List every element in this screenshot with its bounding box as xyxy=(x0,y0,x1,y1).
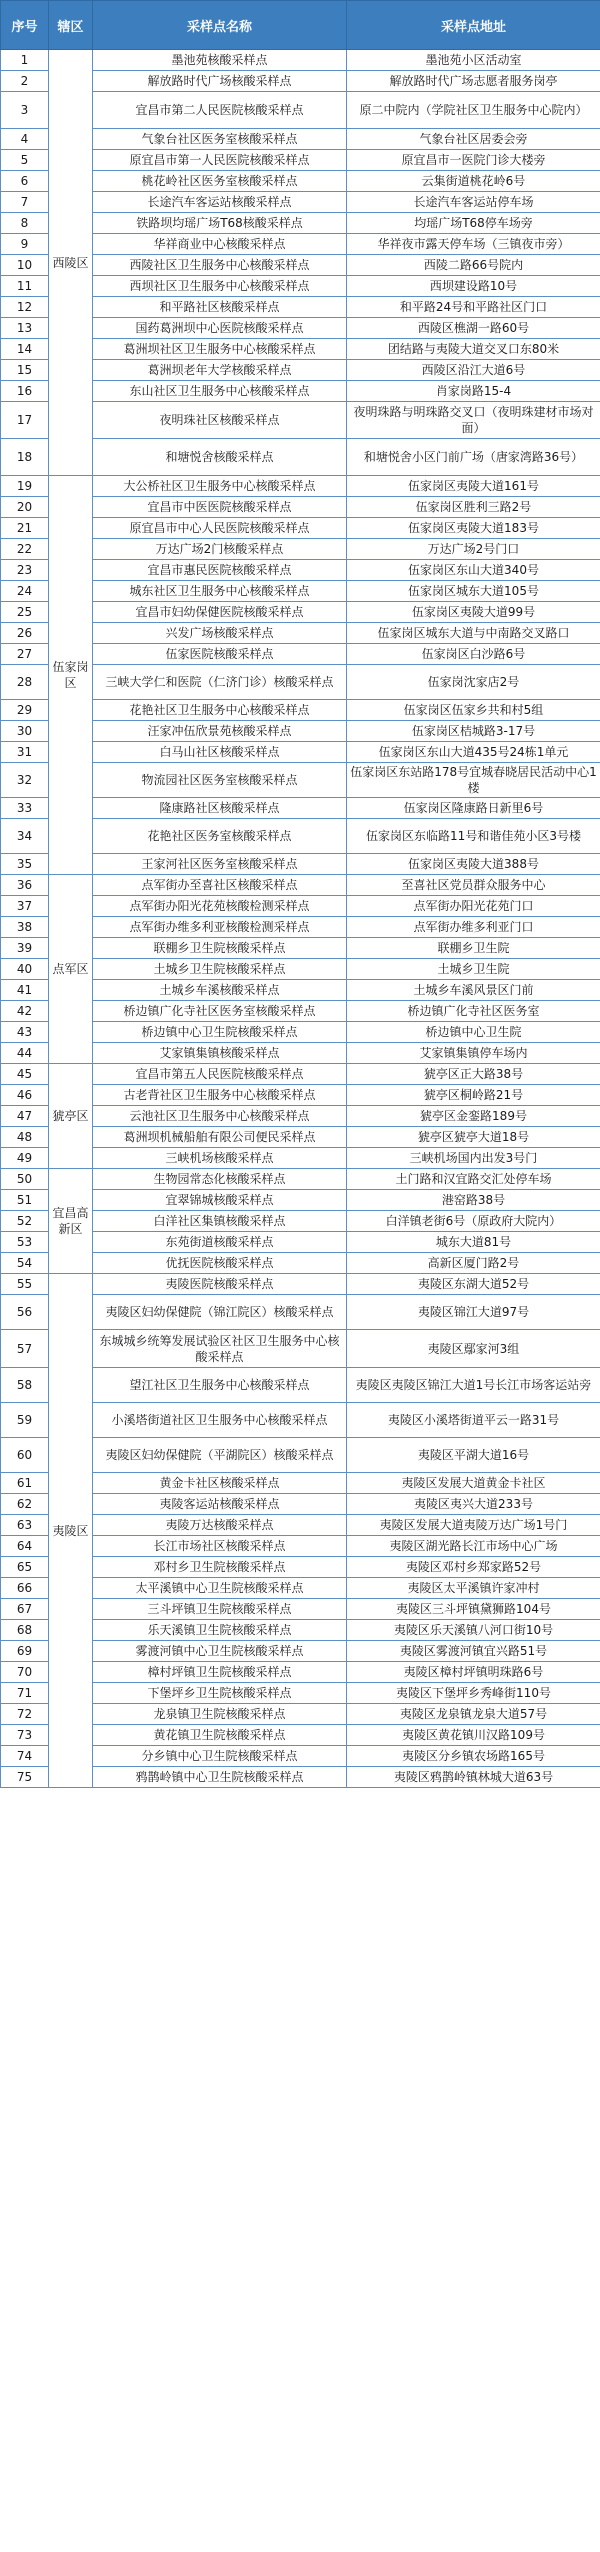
cell-site-address: 云集街道桃花岭6号 xyxy=(347,171,600,192)
cell-no: 31 xyxy=(1,742,49,763)
cell-site-address: 猇亭区猇亭大道18号 xyxy=(347,1127,600,1148)
cell-no: 28 xyxy=(1,665,49,700)
cell-site-name: 夷陵区妇幼保健院（锦江院区）核酸采样点 xyxy=(93,1295,347,1330)
cell-no: 36 xyxy=(1,875,49,896)
cell-site-name: 宜昌市第二人民医院核酸采样点 xyxy=(93,92,347,129)
cell-site-address: 港窑路38号 xyxy=(347,1190,600,1211)
header-no: 序号 xyxy=(1,1,49,50)
header-name: 采样点名称 xyxy=(93,1,347,50)
cell-site-address: 伍家岗区东站路178号宜城春晓居民活动中心1楼 xyxy=(347,763,600,798)
cell-site-name: 云池社区卫生服务中心核酸采样点 xyxy=(93,1106,347,1127)
cell-no: 43 xyxy=(1,1022,49,1043)
cell-site-address: 夷陵区发展大道夷陵万达广场1号门 xyxy=(347,1515,600,1536)
cell-no: 46 xyxy=(1,1085,49,1106)
cell-site-address: 夷陵区锦江大道97号 xyxy=(347,1295,600,1330)
cell-site-address: 艾家镇集镇停车场内 xyxy=(347,1043,600,1064)
cell-site-name: 城东社区卫生服务中心核酸采样点 xyxy=(93,581,347,602)
cell-site-name: 宜昌市妇幼保健医院核酸采样点 xyxy=(93,602,347,623)
cell-site-address: 和塘悦舍小区门前广场（唐家湾路36号） xyxy=(347,439,600,476)
cell-site-name: 夷陵区妇幼保健院（平湖院区）核酸采样点 xyxy=(93,1438,347,1473)
cell-site-address: 夷陵区太平溪镇许家冲村 xyxy=(347,1578,600,1599)
cell-site-address: 华祥夜市露天停车场（三镇夜市旁） xyxy=(347,234,600,255)
cell-site-name: 西坝社区卫生服务中心核酸采样点 xyxy=(93,276,347,297)
header-district: 辖区 xyxy=(49,1,93,50)
cell-site-name: 雾渡河镇中心卫生院核酸采样点 xyxy=(93,1641,347,1662)
cell-site-name: 夜明珠社区核酸采样点 xyxy=(93,402,347,439)
cell-no: 19 xyxy=(1,476,49,497)
cell-no: 67 xyxy=(1,1599,49,1620)
cell-site-name: 龙泉镇卫生院核酸采样点 xyxy=(93,1704,347,1725)
cell-no: 52 xyxy=(1,1211,49,1232)
cell-site-address: 夷陵区黄花镇川汉路109号 xyxy=(347,1725,600,1746)
cell-site-address: 伍家岗沈家店2号 xyxy=(347,665,600,700)
cell-site-address: 伍家岗区夷陵大道183号 xyxy=(347,518,600,539)
cell-no: 8 xyxy=(1,213,49,234)
cell-site-address: 伍家岗区夷陵大道99号 xyxy=(347,602,600,623)
table-row xyxy=(1,1274,600,1295)
cell-no: 26 xyxy=(1,623,49,644)
cell-no: 14 xyxy=(1,339,49,360)
cell-site-address: 夷陵区东湖大道52号 xyxy=(347,1274,600,1295)
cell-site-name: 土城乡车溪核酸采样点 xyxy=(93,980,347,1001)
cell-no: 20 xyxy=(1,497,49,518)
cell-site-name: 生物园常态化核酸采样点 xyxy=(93,1169,347,1190)
cell-site-address: 万达广场2号门口 xyxy=(347,539,600,560)
cell-site-address: 气象台社区居委会旁 xyxy=(347,129,600,150)
header-address: 采样点地址 xyxy=(347,1,600,50)
cell-no: 39 xyxy=(1,938,49,959)
cell-site-address: 夷陵区邓村乡郑家路52号 xyxy=(347,1557,600,1578)
cell-site-address: 夷陵区乐天溪镇八河口街10号 xyxy=(347,1620,600,1641)
cell-site-name: 黄花镇卫生院核酸采样点 xyxy=(93,1725,347,1746)
cell-site-address: 和平路24号和平路社区门口 xyxy=(347,297,600,318)
cell-site-name: 古老背社区卫生服务中心核酸采样点 xyxy=(93,1085,347,1106)
cell-site-name: 原宜昌市第一人民医院核酸采样点 xyxy=(93,150,347,171)
cell-site-name: 花艳社区医务室核酸采样点 xyxy=(93,819,347,854)
cell-no: 17 xyxy=(1,402,49,439)
cell-site-name: 夷陵医院核酸采样点 xyxy=(93,1274,347,1295)
cell-site-address: 伍家岗区夷陵大道161号 xyxy=(347,476,600,497)
cell-site-name: 艾家镇集镇核酸采样点 xyxy=(93,1043,347,1064)
cell-site-name: 汪家冲伍欣景苑核酸采样点 xyxy=(93,721,347,742)
cell-site-name: 东城城乡统筹发展试验区社区卫生服务中心核酸采样点 xyxy=(93,1330,347,1368)
cell-site-name: 铁路坝均瑶广场T68核酸采样点 xyxy=(93,213,347,234)
cell-site-name: 太平溪镇中心卫生院核酸采样点 xyxy=(93,1578,347,1599)
cell-site-name: 解放路时代广场核酸采样点 xyxy=(93,71,347,92)
cell-site-name: 兴发广场核酸采样点 xyxy=(93,623,347,644)
cell-site-address: 原二中院内（学院社区卫生服务中心院内） xyxy=(347,92,600,129)
cell-no: 50 xyxy=(1,1169,49,1190)
cell-site-name: 国药葛洲坝中心医院核酸采样点 xyxy=(93,318,347,339)
cell-no: 66 xyxy=(1,1578,49,1599)
cell-site-address: 城东大道81号 xyxy=(347,1232,600,1253)
cell-site-address: 土门路和汉宜路交汇处停车场 xyxy=(347,1169,600,1190)
cell-site-name: 白洋社区集镇核酸采样点 xyxy=(93,1211,347,1232)
cell-site-name: 王家河社区医务室核酸采样点 xyxy=(93,854,347,875)
cell-site-name: 望江社区卫生服务中心核酸采样点 xyxy=(93,1368,347,1403)
cell-site-address: 夷陵区夷陵区锦江大道1号长江市场客运站旁 xyxy=(347,1368,600,1403)
cell-no: 60 xyxy=(1,1438,49,1473)
cell-district: 伍家岗区 xyxy=(49,476,93,875)
cell-site-name: 优抚医院核酸采样点 xyxy=(93,1253,347,1274)
cell-site-address: 伍家岗区隆康路日新里6号 xyxy=(347,798,600,819)
cell-site-address: 伍家岗区城东大道105号 xyxy=(347,581,600,602)
cell-site-address: 伍家岗区城东大道与中南路交叉路口 xyxy=(347,623,600,644)
cell-no: 61 xyxy=(1,1473,49,1494)
cell-site-name: 土城乡卫生院核酸采样点 xyxy=(93,959,347,980)
cell-site-address: 伍家岗区桔城路3-17号 xyxy=(347,721,600,742)
cell-no: 44 xyxy=(1,1043,49,1064)
cell-site-name: 乐天溪镇卫生院核酸采样点 xyxy=(93,1620,347,1641)
cell-no: 30 xyxy=(1,721,49,742)
cell-site-address: 西陵区沿江大道6号 xyxy=(347,360,600,381)
cell-no: 33 xyxy=(1,798,49,819)
cell-site-name: 花艳社区卫生服务中心核酸采样点 xyxy=(93,700,347,721)
cell-no: 40 xyxy=(1,959,49,980)
cell-site-address: 伍家岗区夷陵大道388号 xyxy=(347,854,600,875)
cell-no: 12 xyxy=(1,297,49,318)
cell-no: 75 xyxy=(1,1767,49,1788)
cell-site-name: 东山社区卫生服务中心核酸采样点 xyxy=(93,381,347,402)
cell-no: 69 xyxy=(1,1641,49,1662)
cell-no: 47 xyxy=(1,1106,49,1127)
cell-site-name: 华祥商业中心核酸采样点 xyxy=(93,234,347,255)
cell-site-name: 物流园社区医务室核酸采样点 xyxy=(93,763,347,798)
cell-site-name: 墨池苑核酸采样点 xyxy=(93,50,347,71)
table-body xyxy=(1,50,600,1788)
cell-no: 25 xyxy=(1,602,49,623)
cell-site-name: 黄金卡社区核酸采样点 xyxy=(93,1473,347,1494)
cell-site-name: 宜翠锦城核酸采样点 xyxy=(93,1190,347,1211)
cell-site-address: 土城乡卫生院 xyxy=(347,959,600,980)
cell-site-name: 万达广场2门核酸采样点 xyxy=(93,539,347,560)
cell-no: 38 xyxy=(1,917,49,938)
cell-no: 23 xyxy=(1,560,49,581)
cell-site-address: 均瑶广场T68停车场旁 xyxy=(347,213,600,234)
cell-no: 4 xyxy=(1,129,49,150)
cell-site-name: 长途汽车客运站核酸采样点 xyxy=(93,192,347,213)
cell-no: 32 xyxy=(1,763,49,798)
cell-no: 1 xyxy=(1,50,49,71)
cell-site-address: 夷陵区分乡镇农场路165号 xyxy=(347,1746,600,1767)
cell-no: 45 xyxy=(1,1064,49,1085)
cell-no: 5 xyxy=(1,150,49,171)
cell-no: 24 xyxy=(1,581,49,602)
cell-no: 65 xyxy=(1,1557,49,1578)
cell-site-address: 伍家岗区白沙路6号 xyxy=(347,644,600,665)
cell-site-address: 点军街办阳光花苑门口 xyxy=(347,896,600,917)
cell-no: 74 xyxy=(1,1746,49,1767)
cell-site-address: 夷陵区下堡坪乡秀峰街110号 xyxy=(347,1683,600,1704)
cell-site-address: 夷陵区雾渡河镇宜兴路51号 xyxy=(347,1641,600,1662)
cell-no: 55 xyxy=(1,1274,49,1295)
cell-site-address: 原宜昌市一医院门诊大楼旁 xyxy=(347,150,600,171)
cell-site-address: 团结路与夷陵大道交叉口东80米 xyxy=(347,339,600,360)
cell-no: 68 xyxy=(1,1620,49,1641)
cell-site-address: 夷陵区鄢家河3组 xyxy=(347,1330,600,1368)
cell-no: 51 xyxy=(1,1190,49,1211)
table-row xyxy=(1,1064,600,1085)
cell-site-address: 西陵二路66号院内 xyxy=(347,255,600,276)
cell-site-address: 夷陵区小溪塔街道平云一路31号 xyxy=(347,1403,600,1438)
cell-site-name: 隆康路社区核酸采样点 xyxy=(93,798,347,819)
cell-site-name: 点军街办阳光花苑核酸检测采样点 xyxy=(93,896,347,917)
cell-site-name: 和塘悦舍核酸采样点 xyxy=(93,439,347,476)
cell-no: 64 xyxy=(1,1536,49,1557)
cell-site-name: 联棚乡卫生院核酸采样点 xyxy=(93,938,347,959)
cell-no: 48 xyxy=(1,1127,49,1148)
cell-no: 57 xyxy=(1,1330,49,1368)
table-row xyxy=(1,1169,600,1190)
cell-site-address: 桥边镇中心卫生院 xyxy=(347,1022,600,1043)
cell-site-address: 伍家岗区东山大道435号24栋1单元 xyxy=(347,742,600,763)
cell-no: 15 xyxy=(1,360,49,381)
cell-no: 11 xyxy=(1,276,49,297)
cell-site-address: 夷陵区夷兴大道233号 xyxy=(347,1494,600,1515)
cell-site-name: 宜昌市中医医院核酸采样点 xyxy=(93,497,347,518)
table-row xyxy=(1,476,600,497)
cell-no: 71 xyxy=(1,1683,49,1704)
cell-site-name: 东苑街道核酸采样点 xyxy=(93,1232,347,1253)
cell-site-address: 夜明珠路与明珠路交叉口（夜明珠建材市场对面） xyxy=(347,402,600,439)
cell-no: 3 xyxy=(1,92,49,129)
cell-district: 宜昌高新区 xyxy=(49,1169,93,1274)
cell-no: 27 xyxy=(1,644,49,665)
cell-site-name: 葛洲坝机械船舶有限公司便民采样点 xyxy=(93,1127,347,1148)
cell-no: 73 xyxy=(1,1725,49,1746)
cell-no: 62 xyxy=(1,1494,49,1515)
cell-site-name: 分乡镇中心卫生院核酸采样点 xyxy=(93,1746,347,1767)
cell-district: 猇亭区 xyxy=(49,1064,93,1169)
cell-district: 点军区 xyxy=(49,875,93,1064)
cell-site-name: 小溪塔街道社区卫生服务中心核酸采样点 xyxy=(93,1403,347,1438)
cell-site-name: 长江市场社区核酸采样点 xyxy=(93,1536,347,1557)
cell-no: 37 xyxy=(1,896,49,917)
cell-site-address: 墨池苑小区活动室 xyxy=(347,50,600,71)
cell-site-name: 宜昌市惠民医院核酸采样点 xyxy=(93,560,347,581)
cell-site-address: 猇亭区桐岭路21号 xyxy=(347,1085,600,1106)
cell-no: 56 xyxy=(1,1295,49,1330)
cell-site-name: 桃花岭社区医务室核酸采样点 xyxy=(93,171,347,192)
cell-site-name: 点军街办至喜社区核酸采样点 xyxy=(93,875,347,896)
cell-site-name: 桥边镇广化寺社区医务室核酸采样点 xyxy=(93,1001,347,1022)
cell-site-address: 夷陵区平湖大道16号 xyxy=(347,1438,600,1473)
cell-site-address: 伍家岗区伍家乡共和村5组 xyxy=(347,700,600,721)
cell-site-address: 联棚乡卫生院 xyxy=(347,938,600,959)
cell-no: 6 xyxy=(1,171,49,192)
cell-site-name: 夷陵客运站核酸采样点 xyxy=(93,1494,347,1515)
cell-site-name: 点军街办维多利亚核酸检测采样点 xyxy=(93,917,347,938)
cell-site-name: 原宜昌市中心人民医院核酸采样点 xyxy=(93,518,347,539)
cell-site-name: 鸦鹊岭镇中心卫生院核酸采样点 xyxy=(93,1767,347,1788)
cell-no: 2 xyxy=(1,71,49,92)
cell-site-address: 夷陵区樟村坪镇明珠路6号 xyxy=(347,1662,600,1683)
cell-site-name: 樟村坪镇卫生院核酸采样点 xyxy=(93,1662,347,1683)
cell-site-name: 三斗坪镇卫生院核酸采样点 xyxy=(93,1599,347,1620)
cell-site-name: 和平路社区核酸采样点 xyxy=(93,297,347,318)
cell-no: 21 xyxy=(1,518,49,539)
cell-site-name: 邓村乡卫生院核酸采样点 xyxy=(93,1557,347,1578)
cell-site-address: 猇亭区正大路38号 xyxy=(347,1064,600,1085)
cell-no: 35 xyxy=(1,854,49,875)
cell-no: 54 xyxy=(1,1253,49,1274)
cell-site-name: 三峡大学仁和医院（仁济门诊）核酸采样点 xyxy=(93,665,347,700)
cell-site-address: 三峡机场国内出发3号门 xyxy=(347,1148,600,1169)
cell-district: 西陵区 xyxy=(49,50,93,476)
cell-site-name: 气象台社区医务室核酸采样点 xyxy=(93,129,347,150)
cell-no: 58 xyxy=(1,1368,49,1403)
cell-site-name: 大公桥社区卫生服务中心核酸采样点 xyxy=(93,476,347,497)
cell-site-name: 下堡坪乡卫生院核酸采样点 xyxy=(93,1683,347,1704)
cell-site-address: 夷陵区龙泉镇龙泉大道57号 xyxy=(347,1704,600,1725)
cell-site-address: 西陵区樵湖一路60号 xyxy=(347,318,600,339)
cell-site-address: 夷陵区湖光路长江市场中心广场 xyxy=(347,1536,600,1557)
cell-site-address: 解放路时代广场志愿者服务岗亭 xyxy=(347,71,600,92)
cell-site-address: 桥边镇广化寺社区医务室 xyxy=(347,1001,600,1022)
cell-no: 41 xyxy=(1,980,49,1001)
cell-site-address: 夷陵区鸦鹊岭镇林城大道63号 xyxy=(347,1767,600,1788)
table-header xyxy=(1,1,600,50)
cell-site-address: 土城乡车溪风景区门前 xyxy=(347,980,600,1001)
cell-no: 7 xyxy=(1,192,49,213)
cell-no: 29 xyxy=(1,700,49,721)
cell-site-address: 长途汽车客运站停车场 xyxy=(347,192,600,213)
cell-no: 49 xyxy=(1,1148,49,1169)
cell-site-name: 夷陵万达核酸采样点 xyxy=(93,1515,347,1536)
cell-no: 22 xyxy=(1,539,49,560)
cell-no: 10 xyxy=(1,255,49,276)
cell-no: 42 xyxy=(1,1001,49,1022)
cell-site-name: 伍家医院核酸采样点 xyxy=(93,644,347,665)
cell-site-address: 高新区厦门路2号 xyxy=(347,1253,600,1274)
cell-site-address: 白洋镇老街6号（原政府大院内） xyxy=(347,1211,600,1232)
cell-site-address: 夷陵区三斗坪镇黛狮路104号 xyxy=(347,1599,600,1620)
cell-no: 70 xyxy=(1,1662,49,1683)
cell-no: 72 xyxy=(1,1704,49,1725)
cell-site-address: 伍家岗区东山大道340号 xyxy=(347,560,600,581)
cell-site-address: 伍家岗区东临路11号和谐佳苑小区3号楼 xyxy=(347,819,600,854)
cell-site-name: 三峡机场核酸采样点 xyxy=(93,1148,347,1169)
cell-no: 34 xyxy=(1,819,49,854)
cell-no: 59 xyxy=(1,1403,49,1438)
cell-no: 63 xyxy=(1,1515,49,1536)
cell-site-name: 宜昌市第五人民医院核酸采样点 xyxy=(93,1064,347,1085)
cell-no: 9 xyxy=(1,234,49,255)
cell-site-name: 桥边镇中心卫生院核酸采样点 xyxy=(93,1022,347,1043)
cell-site-address: 肖家岗路15-4 xyxy=(347,381,600,402)
cell-site-address: 伍家岗区胜利三路2号 xyxy=(347,497,600,518)
cell-site-name: 白马山社区核酸采样点 xyxy=(93,742,347,763)
cell-no: 53 xyxy=(1,1232,49,1253)
cell-site-name: 西陵社区卫生服务中心核酸采样点 xyxy=(93,255,347,276)
table-row xyxy=(1,50,600,71)
cell-site-address: 夷陵区发展大道黄金卡社区 xyxy=(347,1473,600,1494)
cell-site-address: 点军街办维多利亚门口 xyxy=(347,917,600,938)
cell-no: 18 xyxy=(1,439,49,476)
cell-site-name: 葛洲坝社区卫生服务中心核酸采样点 xyxy=(93,339,347,360)
cell-site-address: 西坝建设路10号 xyxy=(347,276,600,297)
cell-site-address: 至喜社区党员群众服务中心 xyxy=(347,875,600,896)
table-row xyxy=(1,875,600,896)
cell-no: 16 xyxy=(1,381,49,402)
cell-district: 夷陵区 xyxy=(49,1274,93,1788)
header-row xyxy=(1,1,600,50)
cell-no: 13 xyxy=(1,318,49,339)
cell-site-name: 葛洲坝老年大学核酸采样点 xyxy=(93,360,347,381)
cell-site-address: 猇亭区金銮路189号 xyxy=(347,1106,600,1127)
